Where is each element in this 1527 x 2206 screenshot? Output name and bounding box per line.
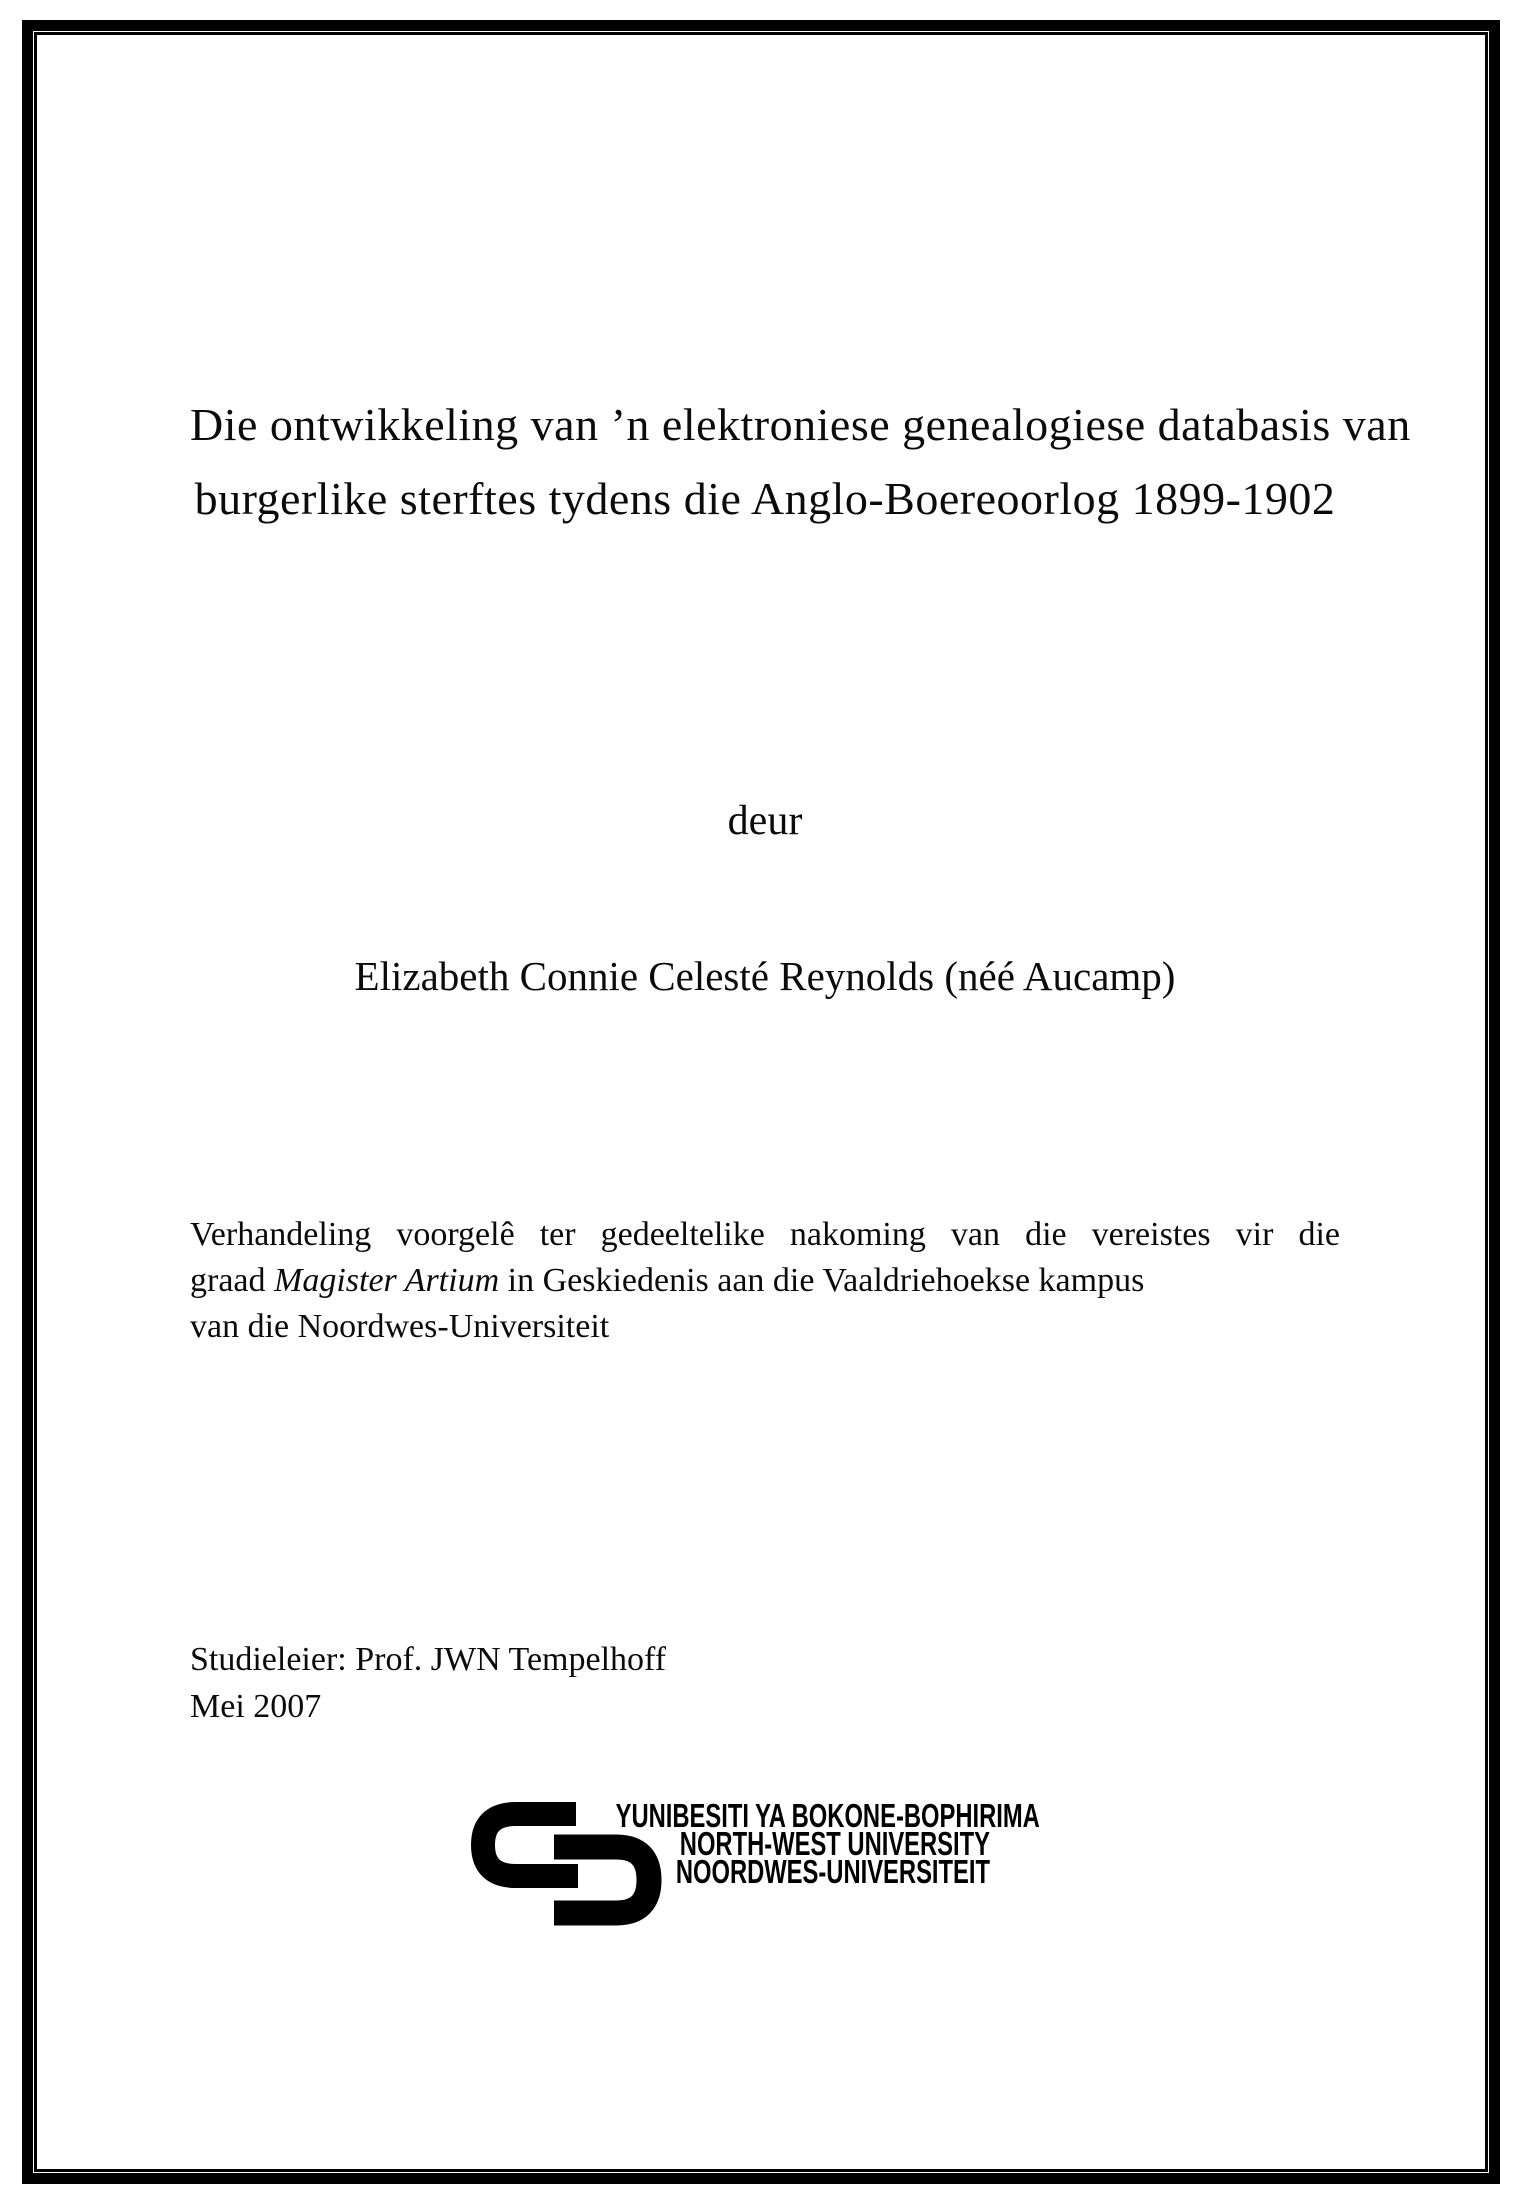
author-name: Elizabeth Connie Celesté Reynolds (néé Aucamp) [354,953,1176,999]
supervisor-block [190,1636,666,1730]
degree-statement-line2-pre: graad [190,1262,275,1299]
degree-statement [190,1212,1340,1350]
thesis-title-line2: burgerlike sterftes tydens die Anglo-Boereoorlog 1899-1902 [194,473,1336,524]
thesis-title [190,388,1411,536]
byline-label: deur [727,798,803,844]
degree-statement-line3: van die Noordwes-Universiteit [190,1308,610,1345]
thesis-title-line1: Die ontwikkeling van ’n elektroniese genealogiese databasis van [190,399,1411,450]
degree-statement-line2 [190,1258,1340,1304]
degree-statement-line1: Verhandeling voorgelê ter gedeeltelike nakoming van die vereistes vir die [190,1216,1340,1253]
university-name-english: NORTH-WEST UNIVERSITY [679,1825,990,1862]
supervisor-line: Studieleier: Prof. JWN Tempelhoff [190,1641,667,1678]
degree-statement-line2-post: in Geskiedenis aan die Vaaldriehoekse kampus [499,1262,1145,1299]
university-name-setswana: YUNIBESITI YA BOKONE-BOPHIRIMA [615,1797,1040,1834]
university-name-afrikaans: NOORDWES-UNIVERSITEIT [675,1853,990,1890]
university-name-block [615,1797,1040,1890]
university-logo [470,1797,1040,1935]
degree-name-italic: Magister Artium [274,1262,500,1299]
date-line: Mei 2007 [190,1688,322,1725]
